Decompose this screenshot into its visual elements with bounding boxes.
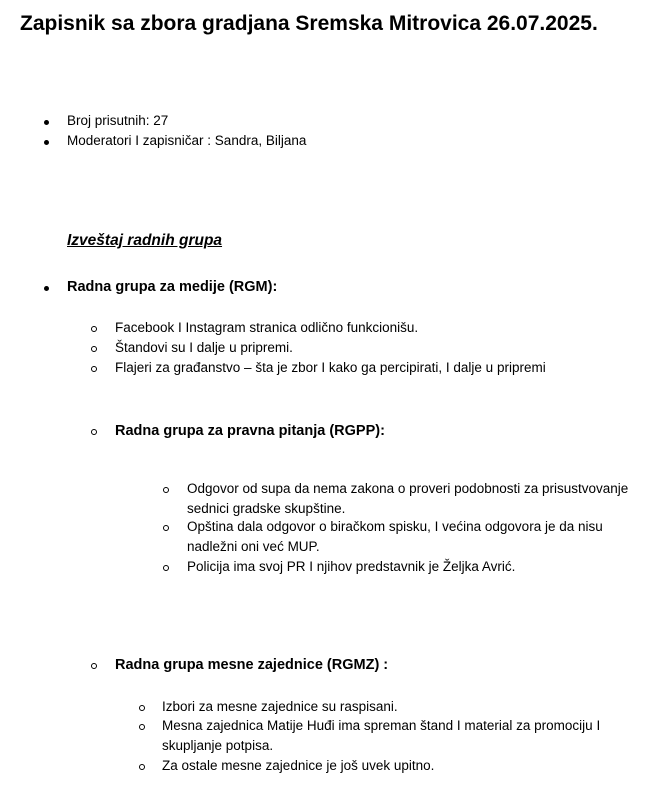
info-item-text: Moderatori I zapisničar : Sandra, Biljana <box>67 133 307 148</box>
bullet-circle-icon <box>91 318 97 338</box>
bullet-dot-icon <box>44 277 49 297</box>
section-heading: Izveštaj radnih grupa <box>67 232 223 249</box>
list-item <box>163 479 643 519</box>
bullet-circle-icon <box>163 479 169 499</box>
group-heading-rgmz <box>91 655 611 675</box>
list-item-text: Izbori za mesne zajednice su raspisani. <box>162 699 398 714</box>
bullet-circle-icon <box>163 557 169 577</box>
group-heading-rgpp <box>91 421 611 441</box>
list-item-text: Opština dala odgovor o biračkom spisku, I većina odgovora je da nisu nadležni oni već MUP. <box>187 519 603 554</box>
info-item-text: Broj prisutnih: 27 <box>67 113 169 128</box>
bullet-circle-icon <box>163 517 169 537</box>
group-heading-text: Radna grupa mesne zajednice (RGMZ) : <box>115 657 389 673</box>
group-heading-text: Radna grupa za pravna pitanja (RGPP): <box>115 423 385 439</box>
list-item <box>163 517 643 557</box>
group-heading-text: Radna grupa za medije (RGM): <box>67 279 278 295</box>
bullet-circle-icon <box>139 697 145 717</box>
info-item-moderators <box>44 131 604 151</box>
list-item <box>91 318 611 338</box>
list-item-text: Policija ima svoj PR I njihov predstavnik je Željka Avrić. <box>187 559 516 574</box>
list-item-text: Za ostale mesne zajednice je još uvek upitno. <box>162 758 435 773</box>
bullet-dot-icon <box>44 111 49 131</box>
info-item-attendance <box>44 111 604 131</box>
bullet-dot-icon <box>44 131 49 151</box>
document-title: Zapisnik sa zbora gradjana Sremska Mitrovica 26.07.2025. <box>20 12 598 35</box>
bullet-circle-icon <box>91 338 97 358</box>
list-item <box>91 338 611 358</box>
list-item-text: Facebook I Instagram stranica odlično funkcionišu. <box>115 320 419 335</box>
bullet-circle-icon <box>139 716 145 736</box>
group-heading-rgm <box>44 277 604 297</box>
list-item <box>139 716 639 756</box>
bullet-circle-icon <box>139 756 145 776</box>
list-item <box>91 358 651 378</box>
bullet-circle-icon <box>91 655 97 675</box>
list-item-text: Štandovi su I dalje u pripremi. <box>115 340 293 355</box>
list-item-text: Odgovor od supa da nema zakona o proveri podobnosti za prisustvovanje sednici gradske skupštine. <box>187 481 629 516</box>
bullet-circle-icon <box>91 358 97 378</box>
bullet-circle-icon <box>91 421 97 441</box>
list-item <box>139 756 639 776</box>
list-item <box>163 557 643 577</box>
list-item-text: Mesna zajednica Matije Huđi ima spreman štand I material za promociju I skupljanje potpisa. <box>162 718 601 753</box>
list-item <box>139 697 639 717</box>
list-item-text: Flajeri za građanstvo – šta je zbor I kako ga percipirati, I dalje u pripremi <box>115 360 546 375</box>
